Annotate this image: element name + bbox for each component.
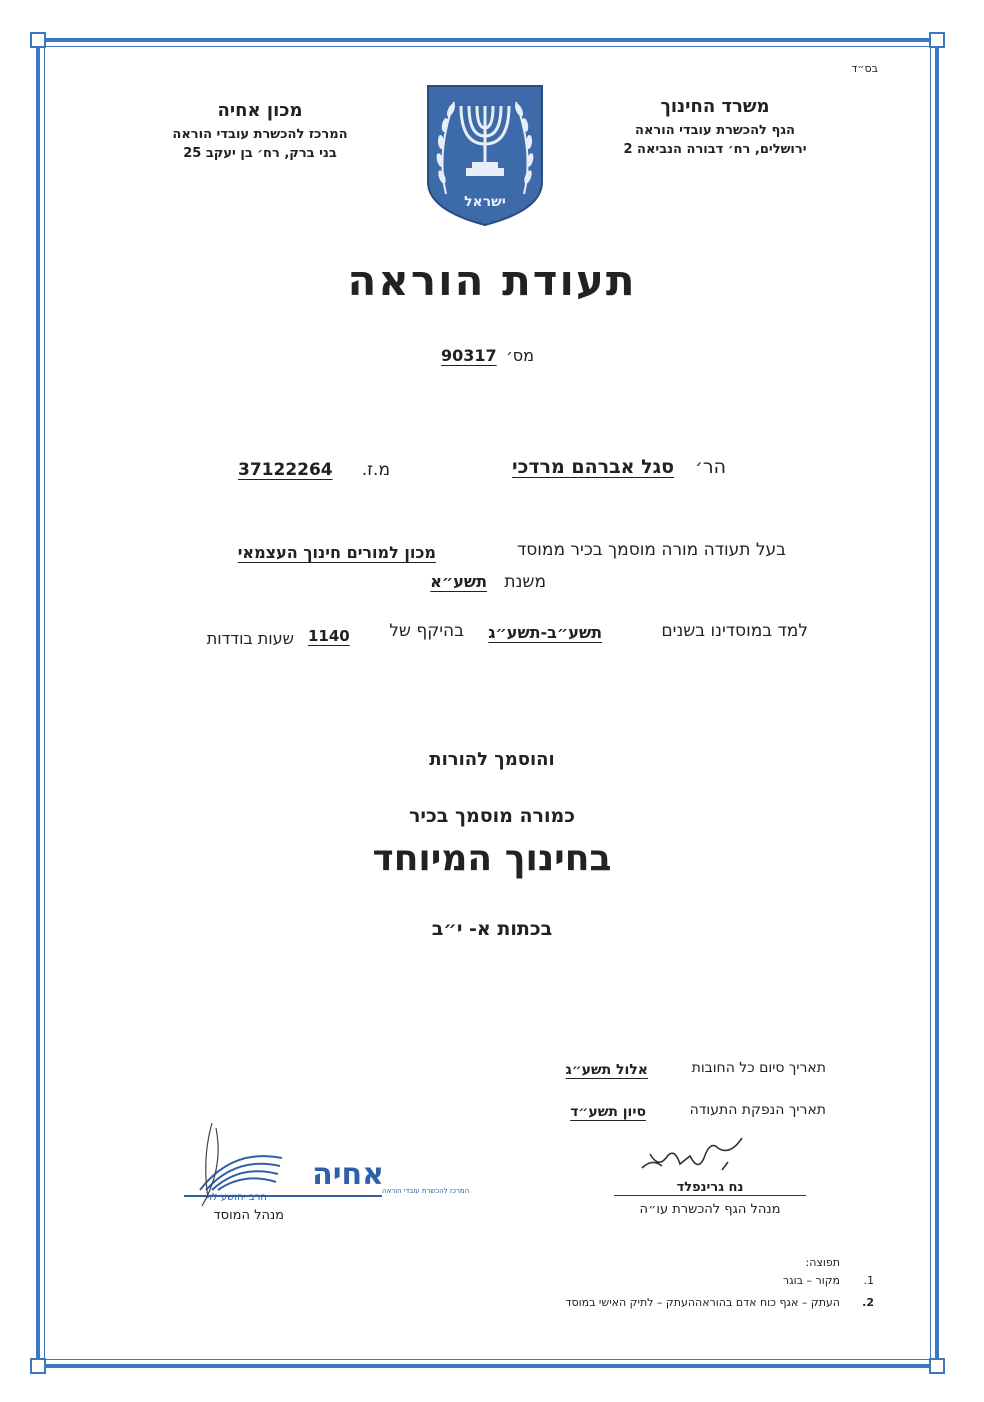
- ministry-line1: הגף להכשרת עובדי הוראה: [635, 123, 795, 138]
- stamp-logo-text: אחיה: [312, 1157, 384, 1192]
- stamp-subtitle: המרכז להכשרת עובדי הוראה: [382, 1187, 470, 1195]
- hours-count: 1140: [308, 627, 350, 645]
- institute-title: מכון אחיה: [217, 100, 303, 121]
- handwritten-signature-right: [622, 1128, 762, 1178]
- body-text-3: למד במוסדינו בשנים: [661, 621, 808, 641]
- corner-ornament: [30, 32, 46, 48]
- state-emblem-icon: [424, 82, 546, 227]
- completion-date: אלול תשע״ג: [565, 1062, 648, 1078]
- teacher-rank: כמורה מוסמך בכיר: [408, 805, 576, 827]
- previous-year: תשע״א: [430, 572, 487, 591]
- institute-line1: המרכז להכשרת עובדי הוראה: [172, 127, 348, 142]
- signer-title-right: מנהל הגף להכשרת עו״ה: [639, 1202, 781, 1217]
- distribution-item-2: העתק – אגף כוח אדם בהוראההעתק – לתיק האישי במוסד: [565, 1296, 840, 1309]
- certificate-number: 90317: [441, 346, 497, 365]
- distribution-item-1: מקור – בוגר: [782, 1274, 840, 1287]
- issue-date-label: תאריך הנפקת התעודה: [689, 1102, 826, 1118]
- signer-name-right: נח גרינפלד: [676, 1180, 744, 1195]
- body-text-2: משנת: [504, 572, 546, 592]
- certificate-title: תעודת הוראה: [347, 256, 637, 305]
- signer-name-left: הרב יהושע לוי: [207, 1192, 267, 1203]
- ministry-title: משרד החינוך: [660, 96, 770, 117]
- id-number: 37122264: [238, 460, 333, 480]
- besiyata-dishmaya-mark: בס״ד: [851, 62, 878, 75]
- signer-title-left: מנהל המוסד: [213, 1208, 284, 1223]
- id-label: מ.ז.: [361, 460, 390, 480]
- emblem-label: ישראל: [464, 194, 506, 210]
- issue-date: סיון תשע״ד: [570, 1104, 646, 1120]
- body-text-1: בעל תעודה מורה מוסמך בכיר ממוסד: [516, 540, 786, 560]
- distribution-item-1-num: 1.: [863, 1274, 874, 1287]
- recipient-name: סגל אברהם מרדכי: [512, 456, 674, 478]
- institute-line2: בני ברק, רח׳ בן יעקב 25: [183, 146, 337, 161]
- corner-ornament: [929, 32, 945, 48]
- grades: בכתות א- י״ב: [431, 918, 553, 940]
- corner-ornament: [30, 1358, 46, 1374]
- distribution-title: תפוצה:: [805, 1256, 840, 1269]
- signature-line-right: [614, 1195, 806, 1196]
- ministry-header: [590, 96, 840, 157]
- specialization: בחינוך המיוחד: [372, 838, 612, 879]
- hours-unit: שעות בודדות: [206, 629, 294, 648]
- study-years: תשע״ב-תשע״ג: [488, 623, 602, 642]
- institute-header: [140, 100, 380, 161]
- previous-institution: מכון למורים חינוך העצמאי: [237, 543, 436, 562]
- scope-label: בהיקף של: [389, 621, 464, 641]
- ministry-line2: ירושלים, רח׳ דבורה הנביאה 2: [623, 142, 807, 157]
- completion-date-label: תאריך סיום כל החובות: [691, 1060, 826, 1076]
- certificate-number-label: מס׳: [506, 346, 534, 365]
- distribution-item-2-num: 2.: [862, 1296, 874, 1309]
- name-prefix: הר׳: [694, 456, 726, 478]
- authorized-text: והוסמך להורות: [429, 749, 555, 770]
- corner-ornament: [929, 1358, 945, 1374]
